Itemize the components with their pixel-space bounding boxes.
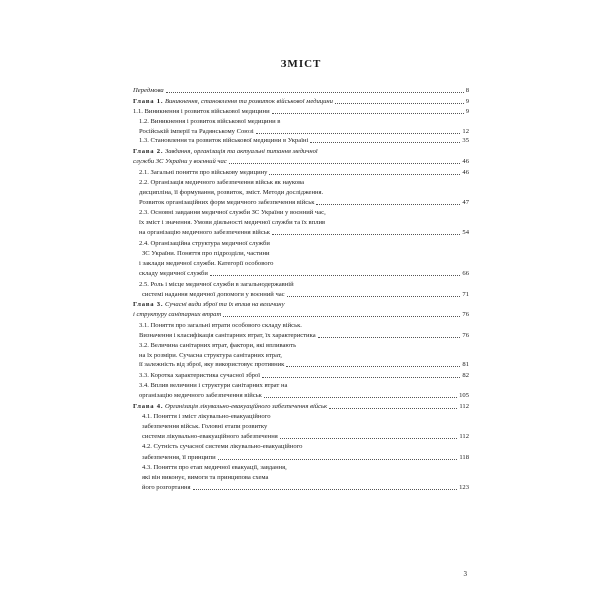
toc-page-number: 46 — [462, 169, 469, 176]
toc-entry-text: Сучасні види зброї та їх вплив на величину — [163, 301, 285, 308]
dot-leader — [256, 133, 461, 134]
toc-entry-text: і заклади медичної служби. Категорії особового — [139, 260, 274, 267]
toc-entry-text: 3.3. Коротка характеристика сучасної зброї — [139, 372, 261, 379]
chapter-heading — [133, 148, 318, 156]
dot-leader — [272, 234, 460, 235]
toc-page-number: 35 — [462, 137, 469, 144]
toc-entry-text: організацію медичного забезпечення військ — [139, 392, 262, 399]
dot-leader — [287, 296, 461, 297]
toc-entry-text: Завдання, організація та актуальні питання медичної — [163, 148, 318, 155]
dot-leader — [264, 397, 457, 398]
toc-entry-text: їх зміст і значення. Умови діяльності медичної служби та їх вплив — [139, 219, 326, 226]
toc-entry-text: на організацію медичного забезпечення військ — [139, 229, 270, 236]
toc-entry-text: 4.3. Поняття про етап медичної евакуації, завдання, — [142, 464, 287, 471]
toc-page-number: 82 — [462, 372, 469, 379]
chapter-label: Глава 4. — [133, 403, 164, 410]
toc-page-number: 123 — [459, 484, 469, 491]
toc-entry-text: 2.5. Роль і місце медичної служби в загальнодержавній — [139, 281, 294, 288]
toc-page-number: 76 — [462, 311, 469, 318]
toc-entry-text: забезпечення військ. Головні етапи розвитку — [142, 423, 268, 430]
toc-page-number: 66 — [462, 270, 469, 277]
dot-leader — [318, 337, 461, 338]
dot-leader — [262, 377, 460, 378]
toc-entry-text: Російській імперії та Радянському Союзі — [139, 128, 254, 135]
toc-entry-text: Виникнення, становлення та розвиток військової медицини — [163, 98, 333, 105]
dot-leader — [166, 92, 464, 93]
dot-leader — [193, 489, 458, 490]
toc-entry-text: і структуру санітарних втрат — [133, 311, 222, 318]
toc-entry-text: складу медичної служби — [139, 270, 208, 277]
toc-entry-text: системи лікувально-евакуаційного забезпечення — [142, 433, 278, 440]
page-title: ЗМІСТ — [280, 58, 322, 70]
toc-entry-text: 3.1. Поняття про загальні втрати особового складу військ. — [139, 322, 302, 329]
toc-entry-text: Розвиток організаційних форм медичного забезпечення військ — [139, 199, 315, 206]
toc-entry-text: дисципліна, її формування, розвиток, зміст. Методи дослідження. — [139, 189, 324, 196]
toc-page-number: 105 — [459, 392, 469, 399]
toc-page-number: 118 — [459, 454, 469, 461]
toc-page-number: 46 — [462, 158, 469, 165]
toc-entry-text: Організація лікувально-евакуаційного забезпечення військ — [163, 403, 328, 410]
toc-entry-text: 2.1. Загальні поняття про військову медицину — [139, 169, 268, 176]
dot-leader — [286, 366, 460, 367]
toc-entry-text: Визначення і класифікація санітарних втрат, їх характеристика — [139, 332, 316, 339]
toc-page-number: 47 — [462, 199, 469, 206]
dot-leader — [316, 204, 460, 205]
toc-page-number: 9 — [465, 98, 469, 105]
toc-entry-text: забезпечення, її принципи — [142, 454, 216, 461]
toc-entry-text: Передмова — [133, 87, 164, 94]
toc-entry-text: його розгортання — [142, 484, 191, 491]
toc-entry-text: 3.2. Величина санітарних втрат, фактори, які впливають — [139, 342, 297, 349]
toc-entry-text: які він виконує, вимоги та принципова схема — [142, 474, 269, 481]
toc-page-number: 112 — [459, 403, 469, 410]
chapter-heading — [133, 403, 327, 411]
chapter-label: Глава 1. — [133, 98, 164, 105]
dot-leader — [223, 316, 460, 317]
toc-page-number: 9 — [465, 108, 469, 115]
dot-leader — [310, 142, 460, 143]
dot-leader — [210, 275, 460, 276]
toc-page-number: 76 — [462, 332, 469, 339]
toc-entry-text: 1.1. Виникнення і розвиток військової медицини — [133, 108, 270, 115]
toc-entry-text: 2.4. Організаційна структура медичної служби — [139, 240, 270, 247]
toc-entry-text: 1.3. Становлення та розвиток військової медицини в Україні — [139, 137, 309, 144]
book-page — [133, 50, 469, 578]
toc-page-number: 54 — [462, 229, 469, 236]
dot-leader — [269, 174, 460, 175]
toc-entry-text: 2.3. Основні завдання медичної служби ЗС України у воєнний час, — [139, 209, 326, 216]
toc-entry-text: її залежність від зброї, яку використовує противник — [139, 361, 285, 368]
toc-entry-text: 4.1. Поняття і зміст лікувально-евакуаційного — [142, 413, 271, 420]
dot-leader — [335, 103, 464, 104]
page-number: 3 — [463, 570, 467, 578]
toc-page-number: 12 — [462, 128, 469, 135]
dot-leader — [272, 113, 464, 114]
chapter-label: Глава 2. — [133, 148, 164, 155]
toc-entry-text: ЗС України. Поняття про підрозділи, частини — [142, 250, 270, 257]
toc-page-number: 71 — [462, 291, 469, 298]
toc-entry-text: служби ЗС України у воєнний час — [133, 158, 227, 165]
toc-entry-text: 1.2. Виникнення і розвиток військової медицини в — [139, 118, 281, 125]
toc-entry-text: на їх розміри. Сучасна структура санітарних втрат, — [139, 352, 282, 359]
dot-leader — [280, 438, 458, 439]
dot-leader — [229, 163, 461, 164]
chapter-label: Глава 3. — [133, 301, 164, 308]
dot-leader — [218, 459, 458, 460]
toc-entry-text: 3.4. Вплив величини і структури санітарних втрат на — [139, 382, 288, 389]
toc-page-number: 112 — [459, 433, 469, 440]
toc-page-number: 81 — [462, 361, 469, 368]
toc-entry-text: 4.2. Сутність сучасної системи лікувально-евакуаційного — [142, 443, 303, 450]
toc-page-number: 8 — [465, 87, 469, 94]
toc-entry-text: системі надання медичної допомоги у воєнний час — [142, 291, 285, 298]
chapter-heading — [133, 301, 285, 309]
toc-entry-text: 2.2. Організація медичного забезпечення військ як наукова — [139, 179, 305, 186]
chapter-heading — [133, 98, 333, 106]
dot-leader — [329, 408, 457, 409]
